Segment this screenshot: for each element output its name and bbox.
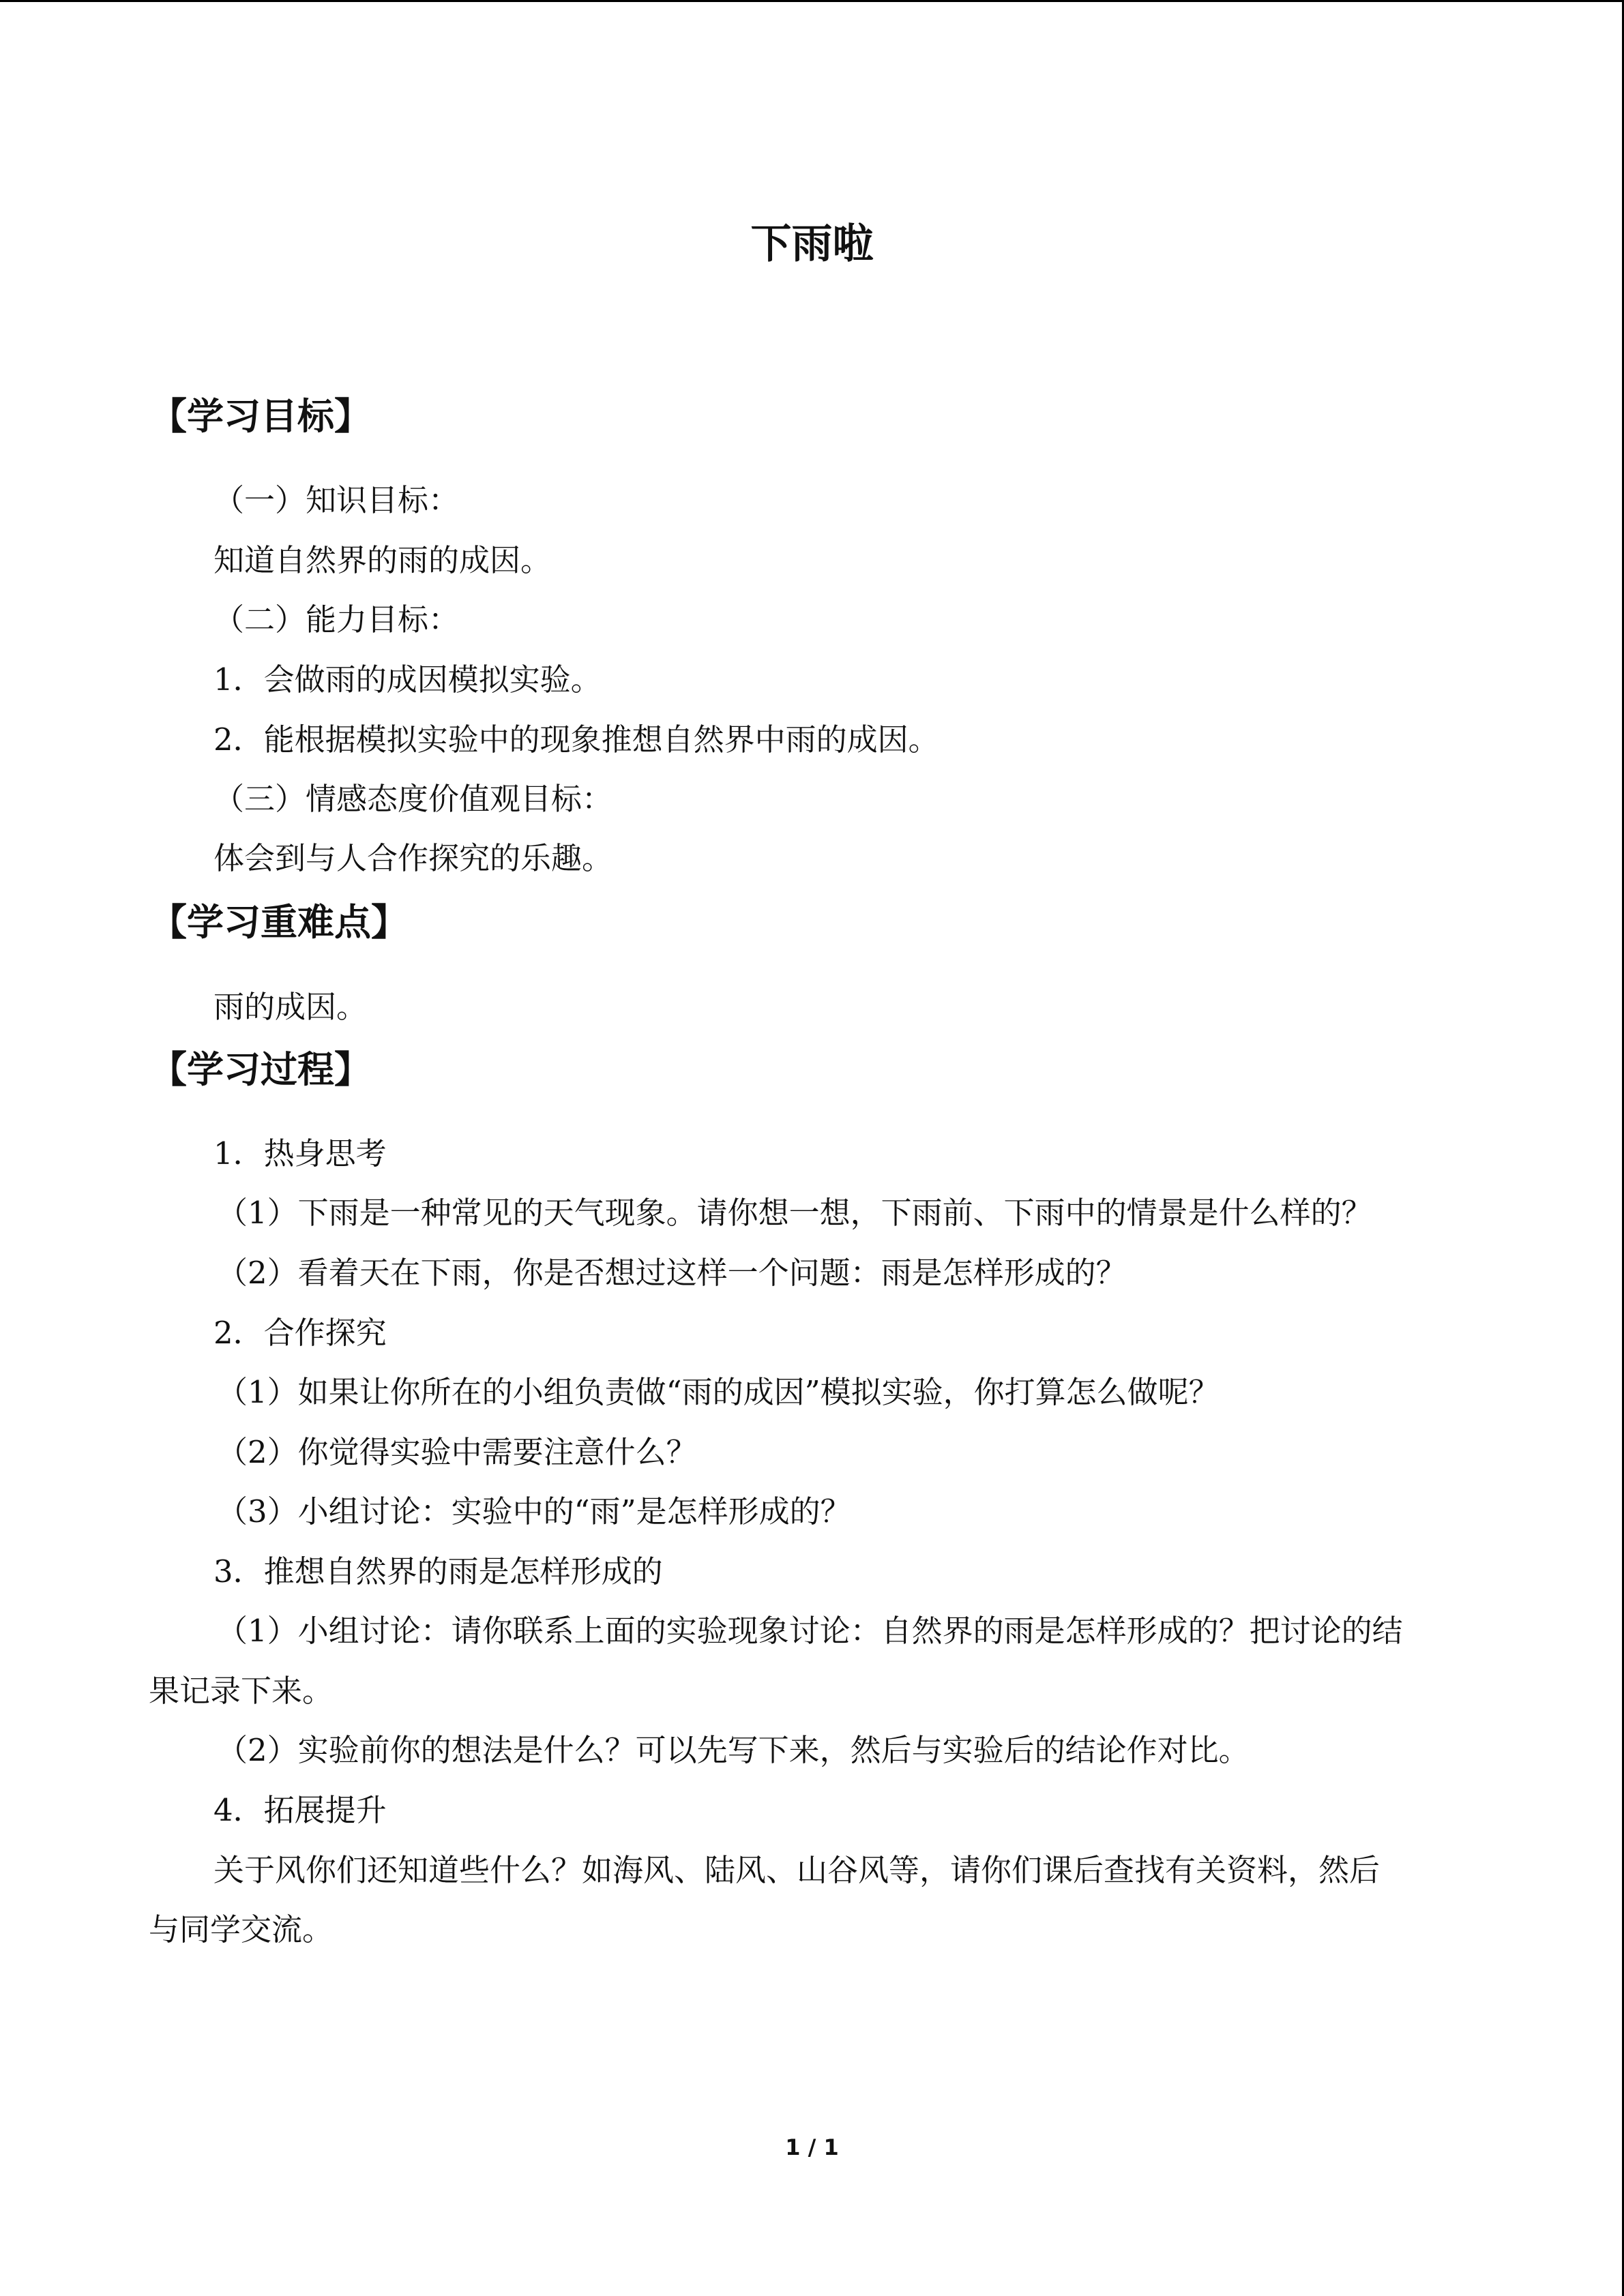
objective-line: 体会到与人合作探究的乐趣。 bbox=[213, 840, 613, 876]
process-line: 果记录下来。 bbox=[149, 1673, 334, 1709]
objective-line: （二）能力目标： bbox=[213, 601, 460, 638]
process-line: 1．热身思考 bbox=[213, 1135, 387, 1172]
process-line: 2．合作探究 bbox=[213, 1315, 387, 1351]
process-line: （3）小组讨论：实验中的“雨”是怎样形成的？ bbox=[217, 1493, 851, 1530]
process-line: （1）小组讨论：请你联系上面的实验现象讨论：自然界的雨是怎样形成的？把讨论的结 bbox=[217, 1613, 1403, 1649]
process-line: 与同学交流。 bbox=[149, 1911, 334, 1948]
process-line: 3．推想自然界的雨是怎样形成的 bbox=[213, 1553, 663, 1590]
process-line: （2）实验前你的想法是什么？可以先写下来，然后与实验后的结论作对比。 bbox=[217, 1732, 1250, 1768]
page-border-top bbox=[0, 0, 1624, 2]
keypoint-line: 雨的成因。 bbox=[213, 989, 368, 1025]
process-line: （2）你觉得实验中需要注意什么？ bbox=[217, 1434, 697, 1470]
objective-line: （三）情感态度价值观目标： bbox=[213, 781, 613, 817]
heading-objectives: 【学习目标】 bbox=[150, 395, 371, 438]
process-line: （1）如果让你所在的小组负责做“雨的成因”模拟实验，你打算怎么做呢？ bbox=[217, 1374, 1220, 1410]
page-number: 1 / 1 bbox=[785, 2134, 839, 2160]
objective-line: （一）知识目标： bbox=[213, 482, 460, 518]
heading-keypoints: 【学习重难点】 bbox=[150, 901, 408, 944]
heading-process: 【学习过程】 bbox=[150, 1048, 371, 1091]
objective-line: 2．能根据模拟实验中的现象推想自然界中雨的成因。 bbox=[213, 721, 939, 758]
objective-line: 1．会做雨的成因模拟实验。 bbox=[213, 661, 602, 698]
process-line: （1）下雨是一种常见的天气现象。请你想一想，下雨前、下雨中的情景是什么样的？ bbox=[217, 1195, 1372, 1231]
process-line: 关于风你们还知道些什么？如海风、陆风、山谷风等，请你们课后查找有关资料，然后 bbox=[213, 1852, 1381, 1888]
document-title: 下雨啦 bbox=[750, 220, 874, 268]
process-line: （2）看着天在下雨，你是否想过这样一个问题：雨是怎样形成的？ bbox=[217, 1255, 1127, 1291]
process-line: 4．拓展提升 bbox=[213, 1792, 387, 1828]
objective-line: 知道自然界的雨的成因。 bbox=[213, 542, 552, 578]
